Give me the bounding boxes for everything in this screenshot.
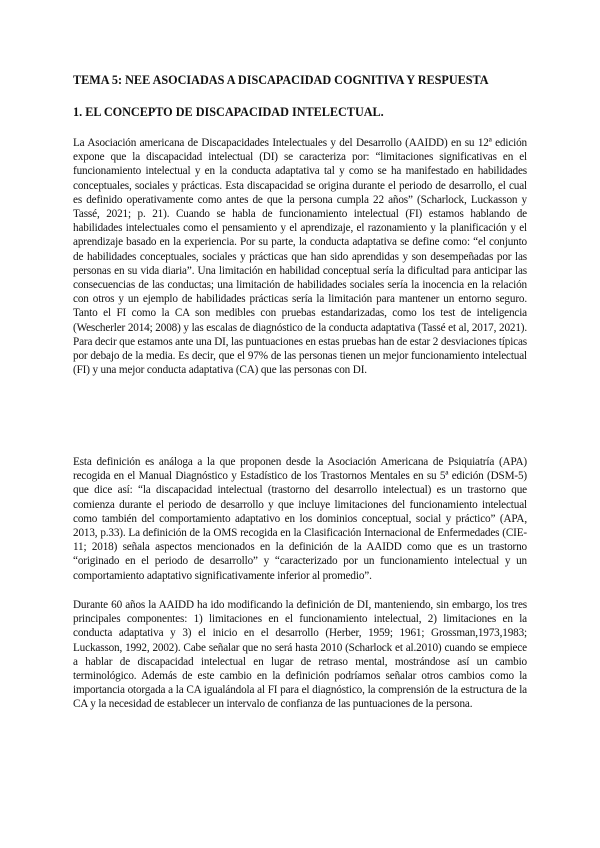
paragraph-definition-apa: Esta definición es análoga a la que proponen desde la Asociación Americana de Psiquiatría (APA) recogida en el Manual Diagnóstico y Estadístico de los Trastornos Mentales en su 5ª edición (DSM-5) que dice así: “la discapacidad intelectual (trastorno del desarrollo intelectual) es un trastorno que comienza durante el periodo de desarrollo y que incluye limitaciones del funcionamiento intelectual como también del comportamiento adaptativo en los dominios conceptual, social y práctico” (APA, 2013, p.33). La definición de la OMS recogida en la Clasificación Internacional de Enfermedades (CIE-11; 2018) señala aspectos mencionados en la definición de la AAIDD como que es un trastorno “originado en el periodo de desarrollo” y “caracterizado por un funcionamiento intelectual y un comportamiento adaptativo significativamente inferior al promedio”. [73, 456, 527, 582]
paragraph-history: Durante 60 años la AAIDD ha ido modificando la definición de DI, manteniendo, sin embargo, los tres principales componentes: 1) limitaciones en el funcionamiento intelectual, 2) limitaciones en la conducta adaptativa y 3) el inicio en el desarrollo (Herber, 1959; 1961; Grossman,1973,1983; Luckasson, 1992, 2002). Cabe señalar que no será hasta 2010 (Scharlock et al.2010) cuando se empiece a hablar de discapacidad intelectual en lugar de retraso mental, mostrándose así un cambio terminológico. Además de este cambio en la definición podríamos señalar otros cambios como la importancia otorgada a la CA igualándola al FI para el diagnóstico, la comprensión de la estructura de la CA y la necesidad de establecer un intervalo de confianza de las puntuaciones de la persona. [73, 599, 527, 711]
document-title: TEMA 5: NEE ASOCIADAS A DISCAPACIDAD COGNITIVA Y RESPUESTA [73, 73, 489, 87]
section-heading: 1. EL CONCEPTO DE DISCAPACIDAD INTELECTUAL. [73, 105, 384, 119]
paragraph-definition-aaidd: La Asociación americana de Discapacidades Intelectuales y del Desarrollo (AAIDD) en su 12ª edición expone que la discapacidad intelectual (DI) se caracteriza por: “limitaciones significativas en el funcionamiento intelectual y en la conducta adaptativa tal y como se ha manifestado en habilidades conceptuales, sociales y prácticas. Esta discapacidad se origina durante el periodo de desarrollo, el cual es definido operativamente como antes de que la persona cumpla 22 años” (Scharlock, Luckasson y Tassé, 2021; p. 21). Cuando se habla de funcionamiento intelectual (FI) estamos hablando de habilidades intelectuales como el pensamiento y el aprendizaje, el razonamiento y la planificación y el aprendizaje basado en la experiencia. Por su parte, la conducta adaptativa se define como: “el conjunto de habilidades conceptuales, sociales y prácticas que han sido aprendidas y son desempeñadas por las personas en su vida diaria”. Una limitación en habilidad conceptual sería la dificultad para anticipar las consecuencias de las conductas; una limitación de habilidades sociales sería la inocencia en la relación con otros y un ejemplo de habilidades prácticas sería la limitación para mantener un entorno seguro. Tanto el FI como la CA son medibles con pruebas estandarizadas, como los test de inteligencia (Wescherler 2014; 2008) y las escalas de diagnóstico de la conducta adaptativa (Tassé et al, 2017, 2021). Para decir que estamos ante una DI, las puntuaciones en estas pruebas han de estar 2 desviaciones típicas por debajo de la media. Es decir, que el 97% de las personas tienen un mejor funcionamiento intelectual (FI) y una mejor conducta adaptativa (CA) que las personas con DI. [73, 137, 527, 377]
